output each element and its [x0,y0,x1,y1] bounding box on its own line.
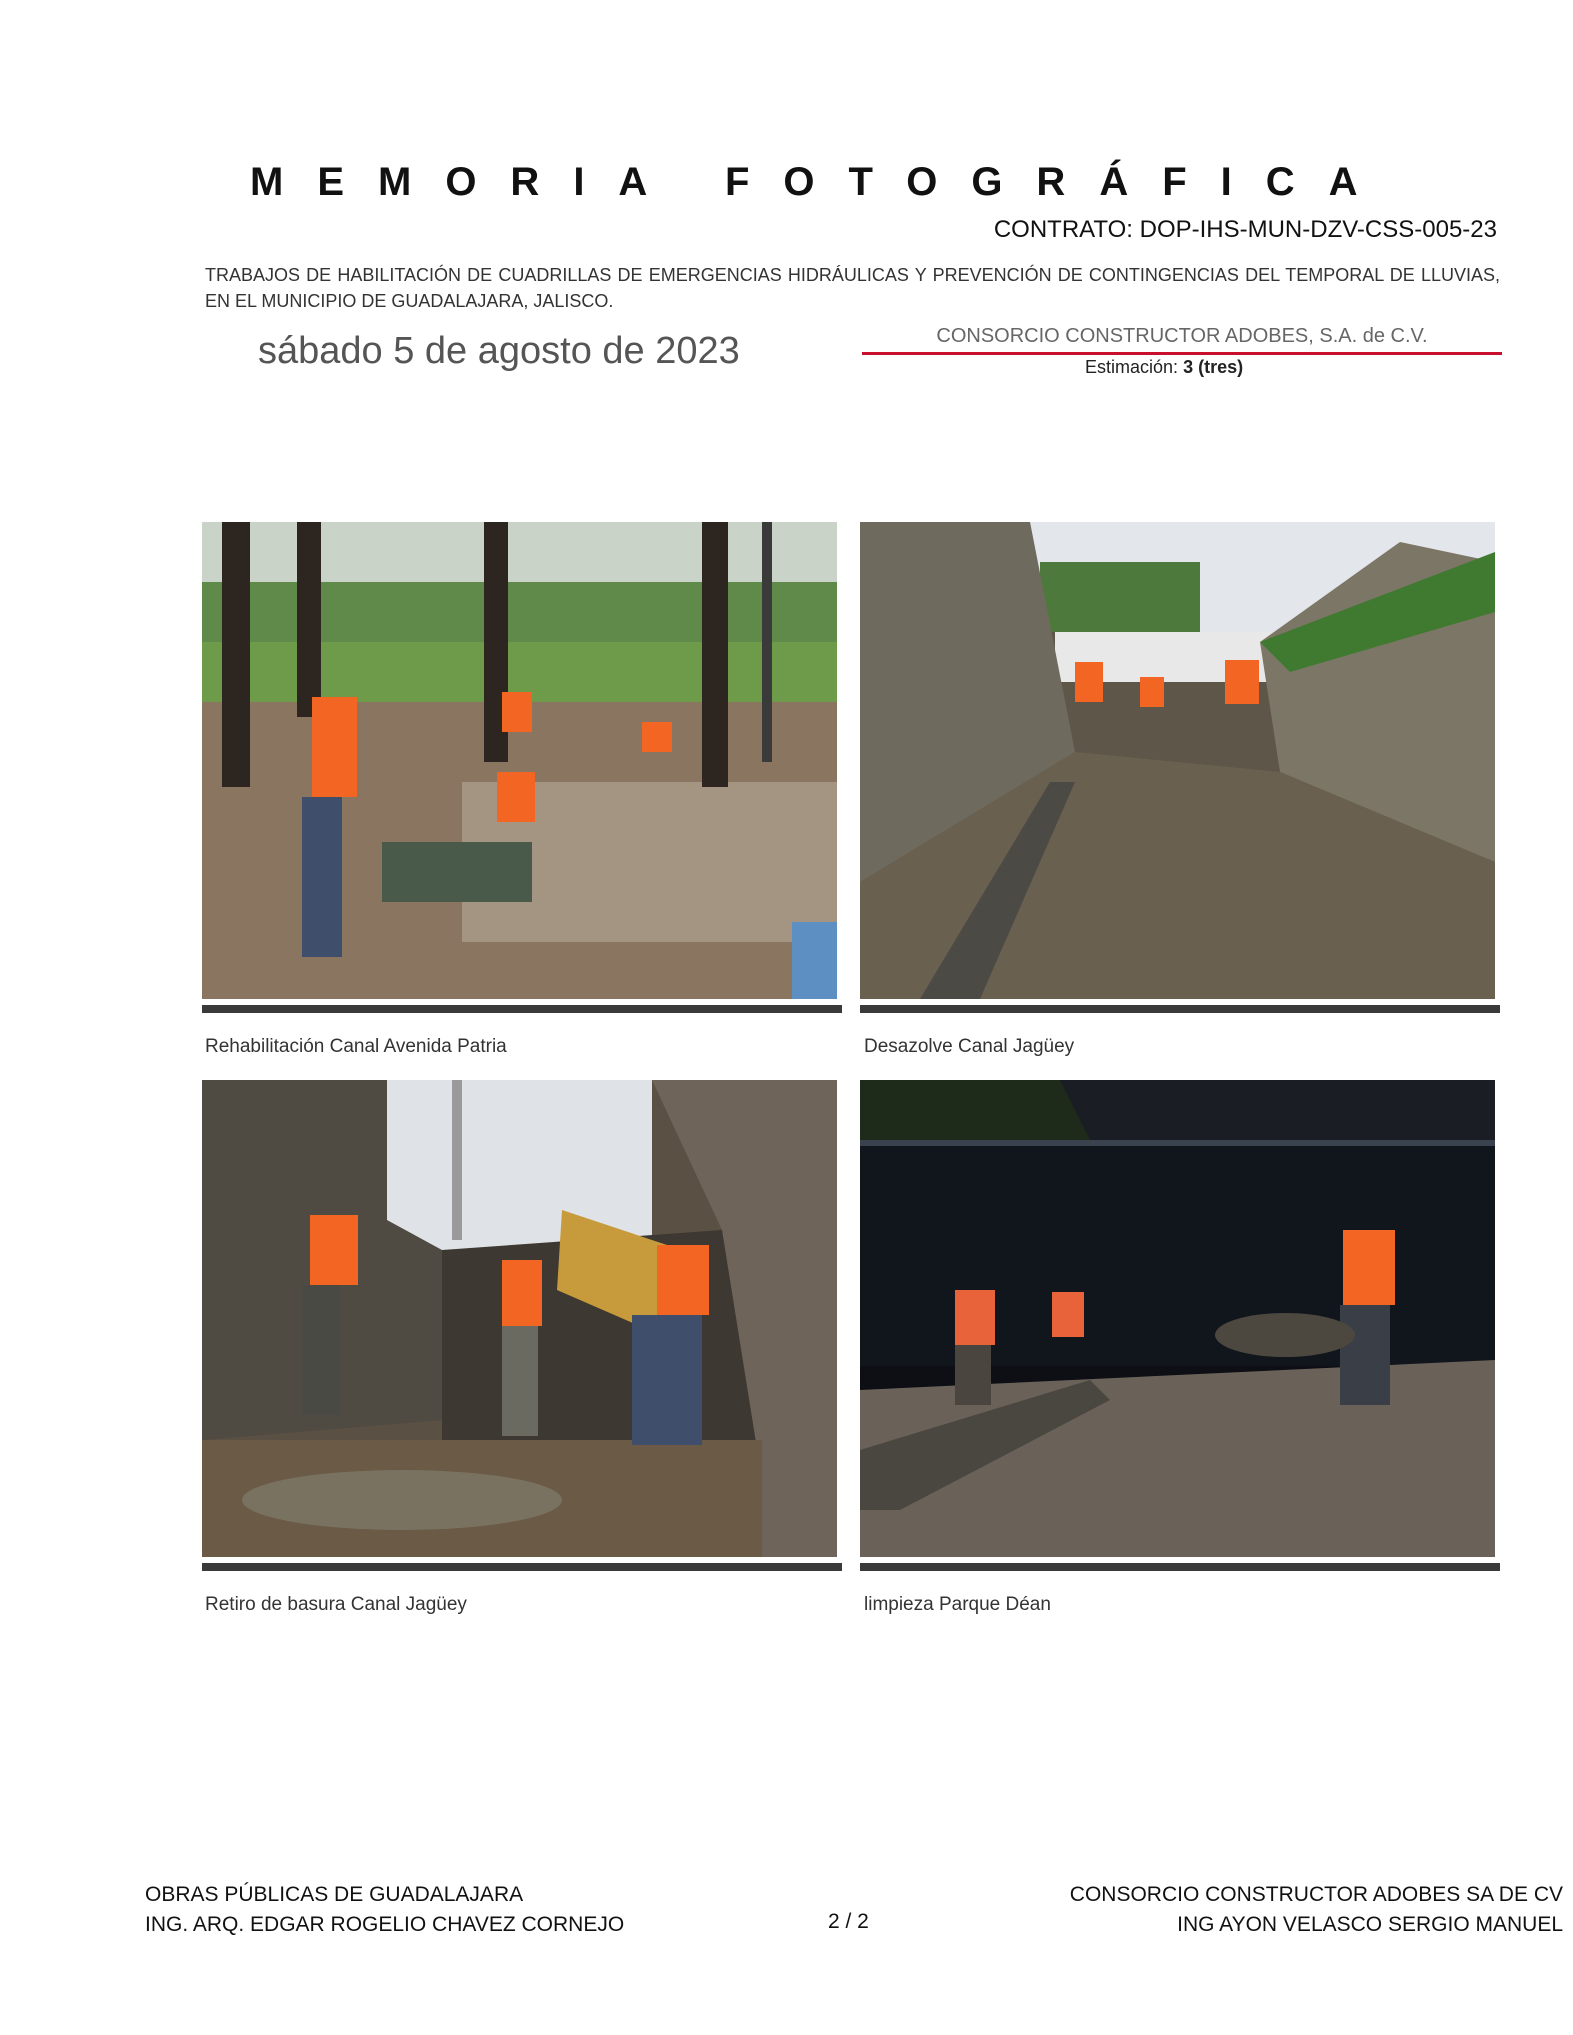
footer-right-org: CONSORCIO CONSTRUCTOR ADOBES SA DE CV [1069,1883,1563,1906]
report-date: sábado 5 de agosto de 2023 [258,330,740,372]
photo-divider [860,1005,1500,1013]
footer-left-org: OBRAS PÚBLICAS DE GUADALAJARA [145,1883,524,1906]
page-number: 2 / 2 [828,1910,869,1933]
work-description: TRABAJOS DE HABILITACIÓN DE CUADRILLAS DE EMERGENCIAS HIDRÁULICAS Y PREVENCIÓN DE CONTINGENCIAS DEL TEMPORAL DE LLUVIAS, EN EL MUNICIPIO DE GUADALAJARA, JALISCO. [205,265,1500,311]
photo-canal-jaguey-basura [202,1080,837,1557]
photo-caption: limpieza Parque Déan [864,1594,1051,1615]
estimation [1085,357,1243,378]
estimation-label: Estimación: [1085,357,1179,377]
footer-left [145,1880,624,1940]
contract-number: CONTRATO: DOP-IHS-MUN-DZV-CSS-005-23 [993,216,1497,243]
footer-right [1070,1880,1563,1940]
photo-caption: Retiro de basura Canal Jagüey [205,1594,467,1615]
company-name: CONSORCIO CONSTRUCTOR ADOBES, S.A. de C.V. [862,325,1502,355]
photo-divider [202,1563,842,1571]
estimation-value: 3 (tres) [1183,357,1244,377]
photo-divider [860,1563,1500,1571]
footer-right-person: ING AYON VELASCO SERGIO MANUEL [1177,1913,1563,1936]
photo-canal-jaguey-desazolve [860,522,1495,999]
footer-left-person: ING. ARQ. EDGAR ROGELIO CHAVEZ CORNEJO [145,1913,625,1936]
photo-parque-dean [860,1080,1495,1557]
page-title: MEMORIA FOTOGRÁFICA [250,160,1392,204]
photo-canal-avenida-patria [202,522,837,999]
photo-caption: Desazolve Canal Jagüey [864,1036,1075,1057]
photo-divider [202,1005,842,1013]
photo-caption: Rehabilitación Canal Avenida Patria [205,1036,507,1057]
